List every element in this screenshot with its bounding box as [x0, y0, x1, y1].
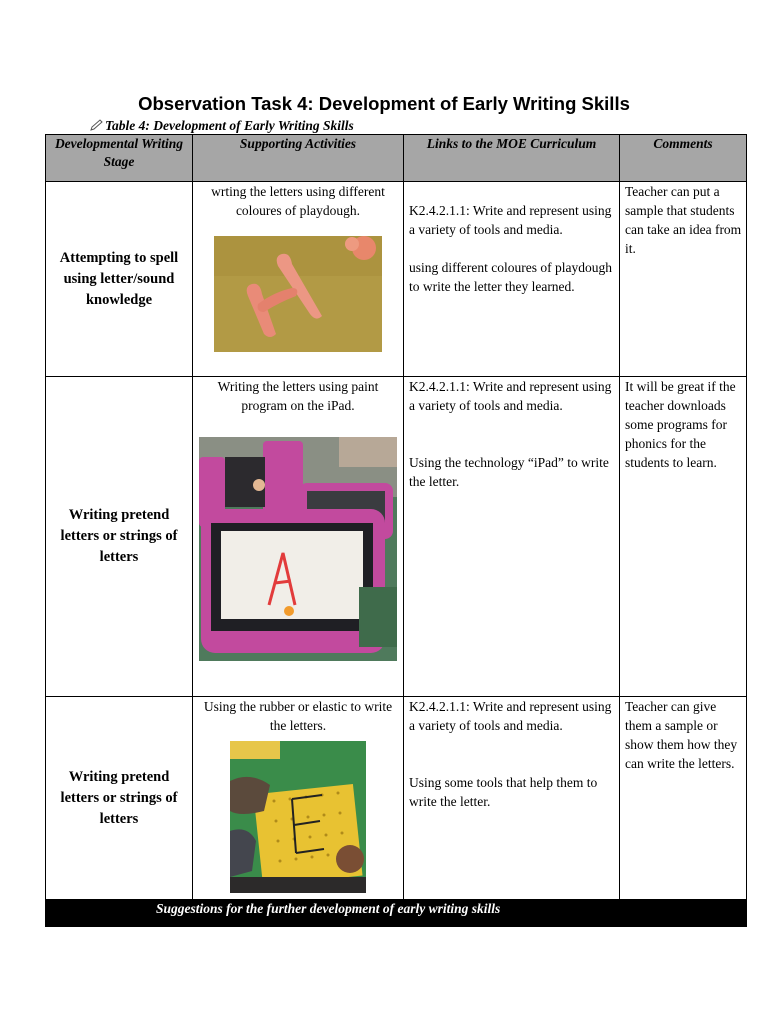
activity-cell [193, 182, 404, 377]
geoboard-letter-e-photo [230, 741, 366, 893]
table-row [46, 697, 747, 900]
curriculum-cell [404, 697, 620, 900]
activity-cell [193, 377, 404, 697]
activity-cell [193, 697, 404, 900]
stage-cell: Writing pretend letters or strings of letters [46, 377, 193, 697]
activity-text: Writing the letters using paint program on the iPad. [217, 379, 379, 413]
curriculum-code: K2.4.2.1.1: Write and represent using a variety of tools and media. [409, 699, 612, 733]
curriculum-detail: using different coloures of playdough to write the letter they learned. [409, 260, 612, 294]
stage-cell: Writing pretend letters or strings of letters [46, 697, 193, 900]
header-comments: Comments [620, 135, 747, 182]
comment-cell: Teacher can put a sample that students can take an idea from it. [620, 182, 747, 377]
comment-cell: Teacher can give them a sample or show them how they can write the letters. [620, 697, 747, 900]
pencil-icon [90, 119, 104, 131]
curriculum-cell [404, 182, 620, 377]
activity-text: Using the rubber or elastic to write the letters. [203, 699, 393, 733]
page-title: Observation Task 4: Development of Early Writing Skills [138, 93, 630, 114]
table-row [46, 182, 747, 377]
suggestions-row [46, 900, 747, 927]
table-row [46, 377, 747, 697]
comment-cell: It will be great if the teacher downloads some programs for phonics for the students to learn. [620, 377, 747, 697]
suggestions-heading: Suggestions for the further development of early writing skills [46, 900, 747, 927]
header-activities: Supporting Activities [193, 135, 404, 182]
header-links: Links to the MOE Curriculum [404, 135, 620, 182]
header-stage: Developmental Writing Stage [46, 135, 193, 182]
activity-text: wrting the letters using different coloures of playdough. [211, 184, 385, 218]
table-caption-text: Table 4: Development of Early Writing Skills [105, 118, 354, 133]
curriculum-detail: Using some tools that help them to write the letter. [409, 775, 598, 809]
writing-skills-table [45, 134, 747, 927]
table-header-row [46, 135, 747, 182]
playdough-letter-h-photo [214, 236, 382, 352]
curriculum-code: K2.4.2.1.1: Write and represent using a variety of tools and media. [409, 203, 612, 237]
table-caption [90, 118, 354, 134]
curriculum-code: K2.4.2.1.1: Write and represent using a variety of tools and media. [409, 379, 612, 413]
curriculum-cell [404, 377, 620, 697]
stage-cell: Attempting to spell using letter/sound knowledge [46, 182, 193, 377]
curriculum-detail: Using the technology “iPad” to write the letter. [409, 455, 609, 489]
ipad-letter-a-photo [199, 437, 397, 661]
